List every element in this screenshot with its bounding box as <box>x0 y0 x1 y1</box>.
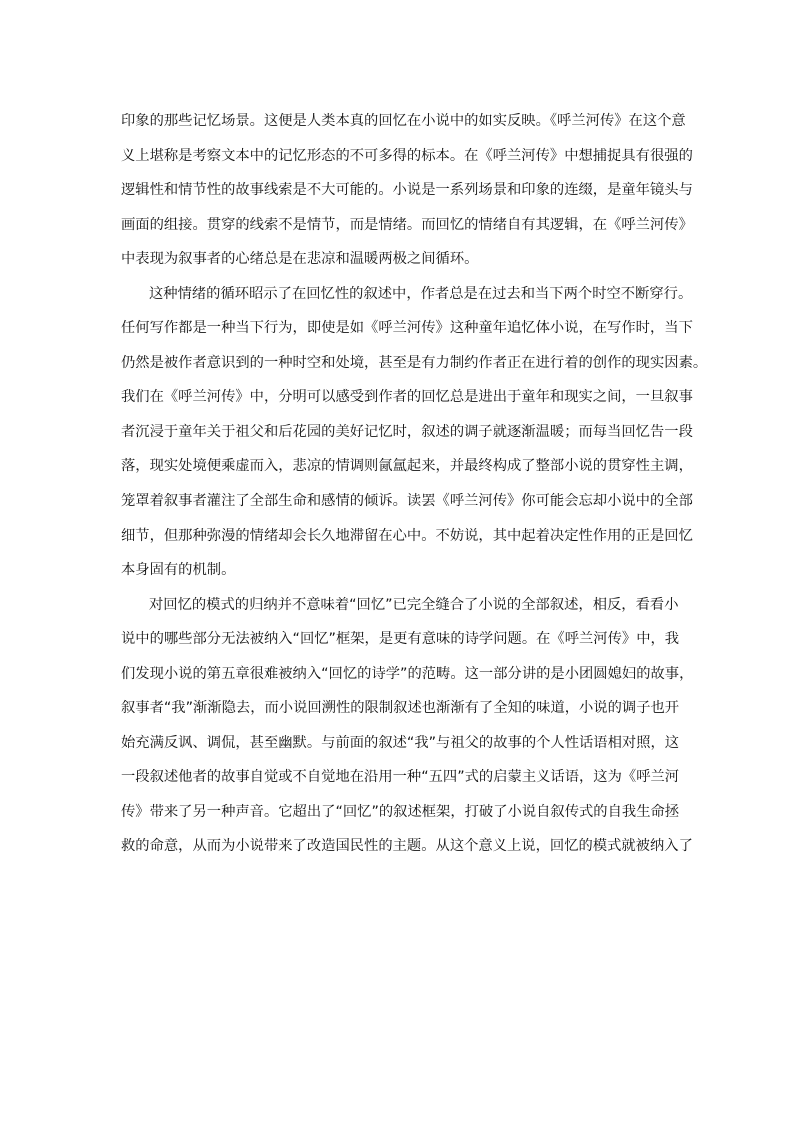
text-line: 细节，但那种弥漫的情绪却会长久地滞留在心中。不妨说，其中起着决定性作用的正是回忆 <box>121 527 693 544</box>
text-line: 印象的那些记忆场景。这便是人类本真的回忆在小说中的如实反映。《呼兰河传》在这个意 <box>121 113 686 129</box>
text-line: 仍然是被作者意识到的一种时空和处境，甚至是有力制约作者正在进行着的创作的现实因素。 <box>121 354 708 371</box>
text-line: 逻辑性和情节性的故事线索是不大可能的。小说是一系列场景和印象的连缀，是童年镜头与 <box>121 182 693 199</box>
text-line: 我们在《呼兰河传》中，分明可以感受到作者的回忆总是进出于童年和现实之间，一旦叙事 <box>121 389 693 406</box>
body-text <box>121 104 708 864</box>
text-line: 本身固有的机制。 <box>121 562 236 579</box>
text-line: 说中的哪些部分无法被纳入“回忆”框架，是更有意味的诗学问题。在《呼兰河传》中，我 <box>121 631 680 648</box>
paragraph-first-line: 对回忆的模式的归纳并不意味着“回忆”已完全缝合了小说的全部叙述，相反，看看小 <box>149 596 679 613</box>
text-line: 传》带来了另一种声音。它超出了“回忆”的叙述框架，打破了小说自叙传式的自我生命拯 <box>121 803 680 820</box>
text-line: 们发现小说的第五章很难被纳入“回忆的诗学”的范畴。这一部分讲的是小团圆媳妇的故事， <box>121 665 694 682</box>
text-line: 救的命意，从而为小说带来了改造国民性的主题。从这个意义上说，回忆的模式就被纳入了 <box>121 838 693 855</box>
text-line: 笼罩着叙事者灌注了全部生命和感情的倾诉。读罢《呼兰河传》你可能会忘却小说中的全部 <box>121 493 693 510</box>
text-line: 一段叙述他者的故事自觉或不自觉地在沿用一种“五四”式的启蒙主义话语，这为《呼兰河 <box>121 769 680 786</box>
text-line: 落，现实处境便乘虚而入，悲凉的情调则氤氲起来，并最终构成了整部小说的贯穿性主调， <box>121 458 693 475</box>
text-line: 者沉浸于童年关于祖父和后花园的美好记忆时，叙述的调子就逐渐温暖；而每当回忆告一段 <box>121 423 693 440</box>
text-line: 任何写作都是一种当下行为，即使是如《呼兰河传》这种童年追忆体小说，在写作时，当下 <box>121 320 693 337</box>
paragraph-first-line: 这种情绪的循环昭示了在回忆性的叙述中，作者总是在过去和当下两个时空不断穿行。 <box>149 285 693 302</box>
text-line: 义上堪称是考察文本中的记忆形态的不可多得的标本。在《呼兰河传》中想捕捉具有很强的 <box>121 147 693 164</box>
text-line: 中表现为叙事者的心绪总是在悲凉和温暖两极之间循环。 <box>121 251 479 268</box>
text-line: 始充满反讽、调侃，甚至幽默。与前面的叙述“我”与祖父的故事的个人性话语相对照，这 <box>121 734 680 751</box>
text-line: 叙事者“我”渐渐隐去，而小说回溯性的限制叙述也渐渐有了全知的味道，小说的调子也开 <box>121 700 680 717</box>
text-line: 画面的组接。贯穿的线索不是情节，而是情绪。而回忆的情绪自有其逻辑，在《呼兰河传》 <box>121 216 693 233</box>
